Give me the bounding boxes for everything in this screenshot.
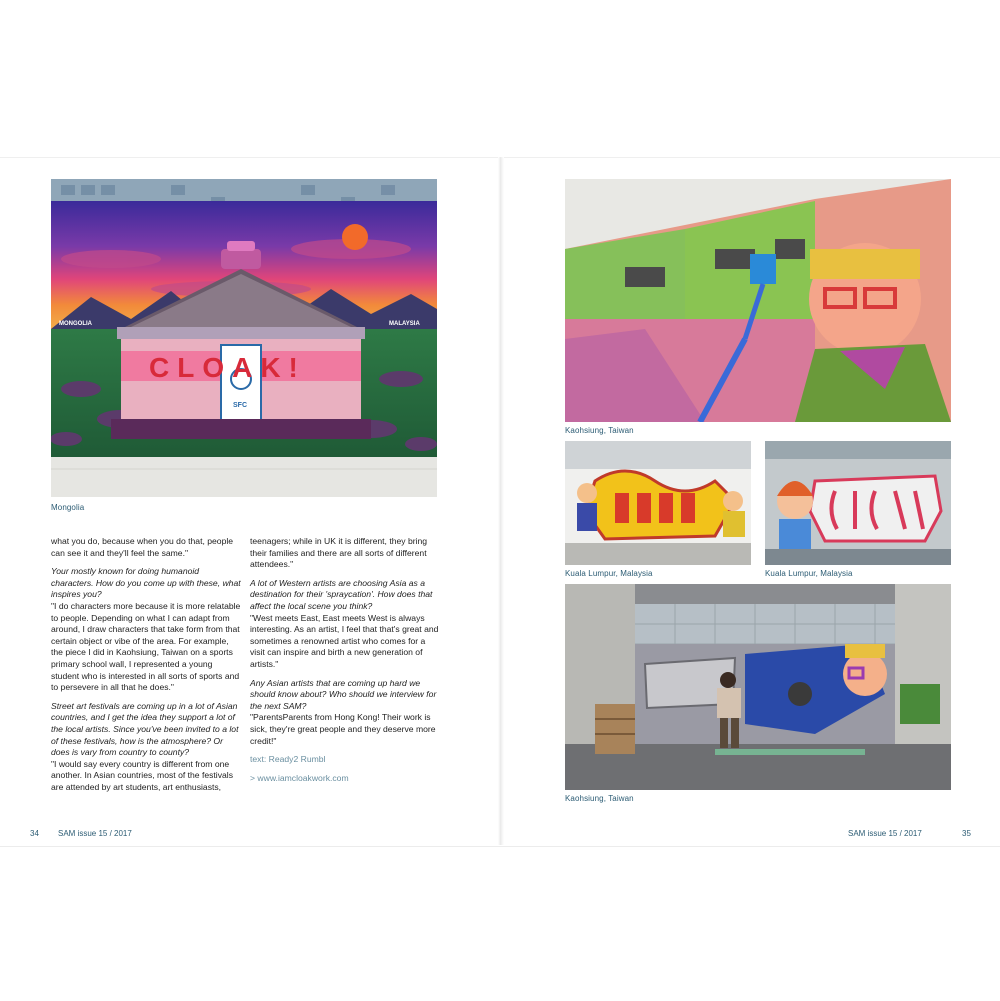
article-column-right [250,536,440,791]
answer: "ParentsParents from Hong Kong! Their work is sick, they're great people and they deserve more credit!" [250,712,436,746]
caption-kaohsiung-bottom: Kaohsiung, Taiwan [565,794,634,803]
mural-malaysia-tag: MALAYSIA [389,321,420,327]
mural-cloak-text: CLOAK! [149,352,306,383]
caption-mongolia: Mongolia [51,503,85,512]
photo-kaohsiung-building-mural [565,179,951,422]
caption-kuala-lumpur-right: Kuala Lumpur, Malaysia [765,569,853,578]
qa-block [250,678,440,748]
paragraph: teenagers; while in UK it is different, they bring their families and there are all sorts of different attendees." [250,536,428,570]
page-gutter [498,157,504,845]
question: Any Asian artists that are coming up hard we should know about? Who should we interview for the next SAM? [250,677,437,711]
paragraph: what you do, because when you do that, people can see it and they'll feel the same." [51,536,234,558]
qa-block [250,578,440,671]
article-column-left [51,536,241,800]
mural-sfc-text: SFC [233,402,247,409]
photo-kuala-lumpur-mural-right [765,441,951,565]
issue-label-right: SAM issue 15 / 2017 [848,829,922,838]
question: Street art festivals are coming up in a lot of Asian countries, and I get the idea they support a lot of the local artists. Since you've been invited to a lot of these festivals, how is the atmosphere? Or does is vary from country to county? [51,700,239,758]
page-number-right: 35 [962,829,971,838]
photo-kaohsiung-artist-painting [565,584,951,790]
qa-block [51,701,241,794]
photo-mongolia-yurt-mural [51,179,437,497]
answer: "West meets East, East meets West is always interesting. As an artist, I feel that that's great and sometimes a renowned artist who comes for a visit can inspire and birth a new generation of artists." [250,612,439,669]
answer: "I do characters more because it is more relatable to people. Depending on what I can adapt from around, I draw characters that take form from that certain object or vibe of the area. For example, the piece I did in Kaohsiung, Taiwan on a sports primary school wall, I represented a young student who is interested in all sorts of sports and to persevere in all that he does." [51,600,241,693]
photo-kuala-lumpur-mural-left [565,441,751,565]
answer: "I would say every country is different from one another. In Asian countries, most of the festivals are attended by art students, art enthusiasts, [51,758,233,792]
page-number-left: 34 [30,829,39,838]
issue-label-left: SAM issue 15 / 2017 [58,829,132,838]
author-credit: text: Ready2 Rumbl [250,754,326,765]
mural-mongolia-tag: MONGOLIA [59,321,92,327]
question: A lot of Western artists are choosing Asia as a destination for their 'spraycation'. How does that affect the local scene you think? [250,577,433,611]
qa-block [51,566,241,694]
question: Your mostly known for doing humanoid characters. How do you come up with these, what inspires you? [51,566,241,600]
caption-kuala-lumpur-left: Kuala Lumpur, Malaysia [565,569,653,578]
caption-kaohsiung-top: Kaohsiung, Taiwan [565,426,634,435]
artist-website-link[interactable]: > www.iamcloakwork.com [250,772,349,783]
